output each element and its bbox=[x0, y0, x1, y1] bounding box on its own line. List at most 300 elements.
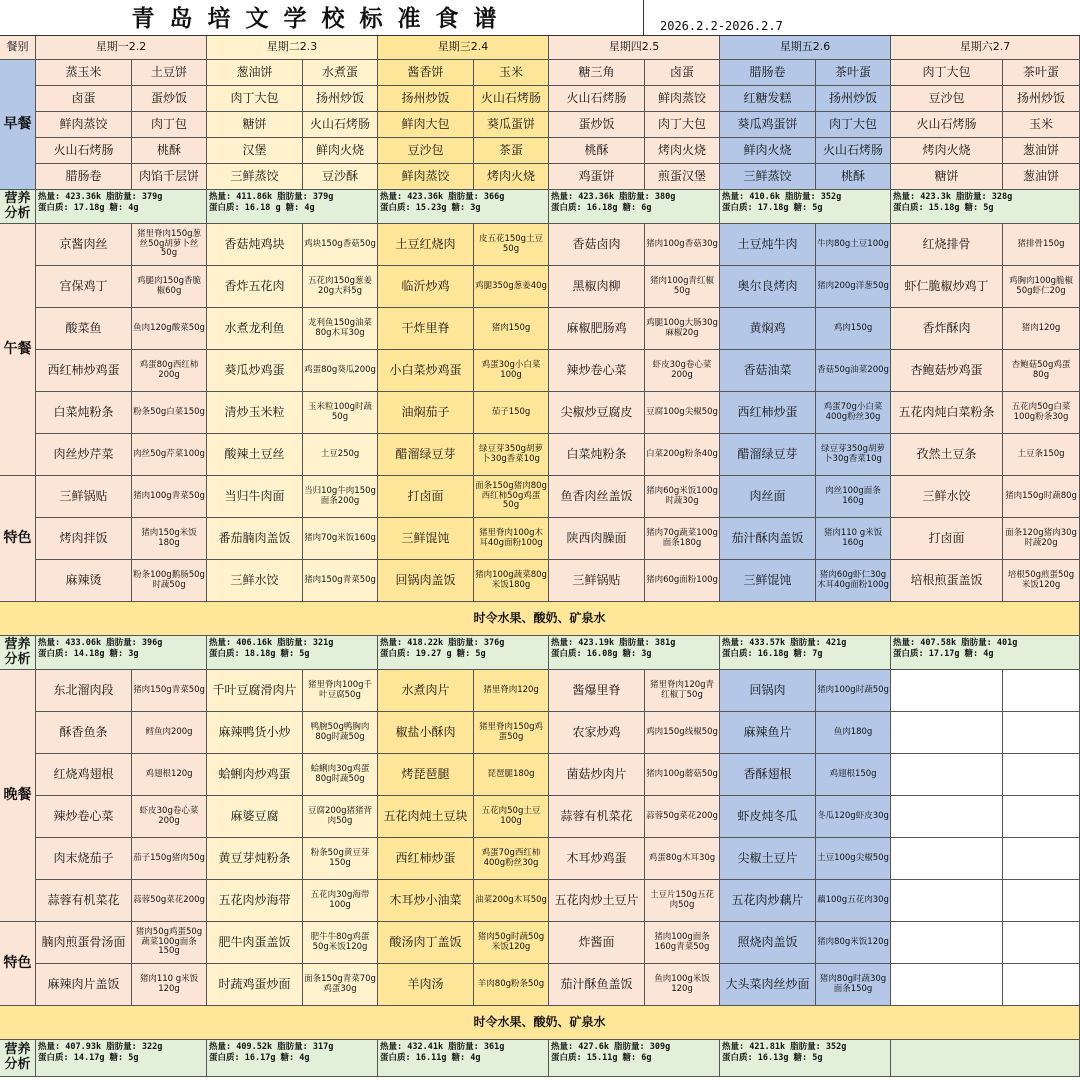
dinner-ingredients: 猪肉100g时蔬50g bbox=[816, 670, 891, 712]
lunch-special-dish: 茄汁酥肉盖饭 bbox=[720, 518, 816, 560]
day-header: 星期一2.2 bbox=[36, 36, 207, 60]
lunch-ingredients: 粉条50g白菜150g bbox=[132, 392, 207, 434]
lunch-dish: 油焖茄子 bbox=[378, 392, 474, 434]
lunch-special-dish: 打卤面 bbox=[891, 518, 1003, 560]
lunch-dish: 香炸五花肉 bbox=[207, 266, 303, 308]
lunch-special-ingredients: 面条120g猪肉30g时蔬20g bbox=[1003, 518, 1080, 560]
dinner-nutrition bbox=[36, 1040, 207, 1077]
breakfast-dish: 鲜肉火烧 bbox=[303, 138, 378, 164]
breakfast-dish: 火山石烤肠 bbox=[36, 138, 132, 164]
dinner-special-ingredients: 猪肉80g米饭120g bbox=[816, 922, 891, 964]
dinner-special-ingredients: 肥牛牛80g鸡蛋50g米饭120g bbox=[303, 922, 378, 964]
lunch-special-dish: 培根煎蛋盖饭 bbox=[891, 560, 1003, 602]
dinner-dish: 木耳炒小油菜 bbox=[378, 880, 474, 922]
nutrition-line: 蛋白质: 19.27 g 糖: 5g bbox=[380, 649, 486, 660]
lunch-special-dish: 番茄腩肉盖饭 bbox=[207, 518, 303, 560]
empty-cell bbox=[891, 838, 1003, 880]
lunch-dish: 香炸酥肉 bbox=[891, 308, 1003, 350]
dinner-ingredients: 五花肉50g土豆100g bbox=[474, 796, 549, 838]
dinner-dish: 五花肉炒海带 bbox=[207, 880, 303, 922]
breakfast-nutrition bbox=[36, 190, 207, 224]
dinner-ingredients: 猪里脊肉100g千叶豆腐50g bbox=[303, 670, 378, 712]
lunch-special-dish: 三鲜馄饨 bbox=[378, 518, 474, 560]
lunch-ingredients: 五花肉150g葱姜20g大料5g bbox=[303, 266, 378, 308]
dinner-ingredients: 粉条50g黄豆芽150g bbox=[303, 838, 378, 880]
breakfast-dish: 蛋炒饭 bbox=[132, 86, 207, 112]
lunch-ingredients: 鱼肉120g酸菜50g bbox=[132, 308, 207, 350]
lunch-special-dish: 肉丝面 bbox=[720, 476, 816, 518]
breakfast-nutrition bbox=[549, 190, 720, 224]
dinner-ingredients: 茄子150g猪肉50g bbox=[132, 838, 207, 880]
nutrition-line: 蛋白质: 17.18g 糖: 4g bbox=[38, 203, 139, 214]
breakfast-dish: 三鲜蒸饺 bbox=[720, 164, 816, 190]
breakfast-dish: 土豆饼 bbox=[132, 60, 207, 86]
nutrition-line: 蛋白质: 15.18g 糖: 5g bbox=[893, 203, 994, 214]
breakfast-dish: 玉米 bbox=[1003, 112, 1080, 138]
lunch-special-dish: 麻辣烫 bbox=[36, 560, 132, 602]
dinner-dish: 麻辣鸭货小炒 bbox=[207, 712, 303, 754]
menu-table bbox=[0, 36, 1080, 1083]
breakfast-nutrition bbox=[207, 190, 378, 224]
lunch-nutrition bbox=[549, 636, 720, 670]
lunch-ingredients: 牛肉80g土豆100g bbox=[816, 224, 891, 266]
dinner-dish: 酱爆里脊 bbox=[549, 670, 645, 712]
lunch-dish: 临沂炒鸡 bbox=[378, 266, 474, 308]
lunch-dish: 黄焖鸡 bbox=[720, 308, 816, 350]
lunch-special-dish: 当归牛肉面 bbox=[207, 476, 303, 518]
dinner-nutrition bbox=[720, 1040, 891, 1077]
dinner-ingredients: 蛤蜊肉30g鸡蛋80g时蔬50g bbox=[303, 754, 378, 796]
empty-cell bbox=[891, 670, 1003, 712]
breakfast-dish: 蛋炒饭 bbox=[549, 112, 645, 138]
lunch-ingredients: 皮五花150g土豆50g bbox=[474, 224, 549, 266]
lunch-special-ingredients: 猪肉60g虾仁30g木耳40g面粉100g bbox=[816, 560, 891, 602]
nutrition-line: 热量: 423.36k 脂肪量: 379g bbox=[38, 192, 163, 202]
breakfast-dish: 桃酥 bbox=[132, 138, 207, 164]
dinner-special-ingredients: 猪肉110 g米饭120g bbox=[132, 964, 207, 1006]
breakfast-dish: 桃酥 bbox=[549, 138, 645, 164]
dinner-special-dish: 炸酱面 bbox=[549, 922, 645, 964]
dinner-ingredients: 琵琶腿180g bbox=[474, 754, 549, 796]
dinner-nutrition bbox=[207, 1040, 378, 1077]
dinner-special-dish: 腩肉煎蛋骨汤面 bbox=[36, 922, 132, 964]
dinner-dish: 五花肉炒土豆片 bbox=[549, 880, 645, 922]
lunch-special-dish: 三鲜水饺 bbox=[891, 476, 1003, 518]
lunch-ingredients: 绿豆芽350g胡萝卜30g香菜10g bbox=[474, 434, 549, 476]
lunch-special-dish: 陕西肉臊面 bbox=[549, 518, 645, 560]
dinner-ingredients: 鸡蛋70g西红柿400g粉丝30g bbox=[474, 838, 549, 880]
dinner-ingredients: 土豆片150g五花肉50g bbox=[645, 880, 720, 922]
lunch-dish: 清炒玉米粒 bbox=[207, 392, 303, 434]
lunch-ingredients: 香菇50g油菜200g bbox=[816, 350, 891, 392]
empty-cell bbox=[891, 880, 1003, 922]
date-range: 2026.2.2-2026.2.7 bbox=[660, 19, 783, 33]
lunch-dish: 香菇卤肉 bbox=[549, 224, 645, 266]
dinner-ingredients: 鳕鱼肉200g bbox=[132, 712, 207, 754]
fruit-note: 时令水果、酸奶、矿泉水 bbox=[0, 1006, 1080, 1040]
header bbox=[0, 0, 1080, 36]
lunch-dish: 五花肉炖白菜粉条 bbox=[891, 392, 1003, 434]
breakfast-dish: 桃酥 bbox=[816, 164, 891, 190]
lunch-dish: 土豆炖牛肉 bbox=[720, 224, 816, 266]
lunch-special-ingredients: 猪肉60g米饭100g时蔬30g bbox=[645, 476, 720, 518]
lunch-ingredients: 鸡块150g香菇50g bbox=[303, 224, 378, 266]
lunch-special-ingredients: 猪肉100g蔬菜80g米饭180g bbox=[474, 560, 549, 602]
dinner-ingredients: 豆腐200g猪猪背肉50g bbox=[303, 796, 378, 838]
empty-cell bbox=[1003, 838, 1080, 880]
lunch-ingredients: 玉米粒100g时蔬50g bbox=[303, 392, 378, 434]
lunch-dish: 白菜炖粉条 bbox=[549, 434, 645, 476]
lunch-dish: 尖椒炒豆腐皮 bbox=[549, 392, 645, 434]
breakfast-dish: 茶叶蛋 bbox=[1003, 60, 1080, 86]
dinner-ingredients: 土豆100g尖椒50g bbox=[816, 838, 891, 880]
dinner-dish: 肉末烧茄子 bbox=[36, 838, 132, 880]
empty-cell bbox=[1003, 922, 1080, 964]
day-header: 星期五2.6 bbox=[720, 36, 891, 60]
dinner-ingredients: 冬瓜120g虾皮30g bbox=[816, 796, 891, 838]
nutrition-line: 蛋白质: 16.18g 糖: 6g bbox=[551, 203, 652, 214]
dinner-dish: 辣炒卷心菜 bbox=[36, 796, 132, 838]
nutrition-line: 蛋白质: 18.18g 糖: 5g bbox=[209, 649, 310, 660]
lunch-dish: 水煮龙利鱼 bbox=[207, 308, 303, 350]
empty-cell bbox=[1003, 712, 1080, 754]
lunch-ingredients: 猪里脊肉150g葱丝50g胡萝卜丝50g bbox=[132, 224, 207, 266]
dinner-dish: 东北溜肉段 bbox=[36, 670, 132, 712]
empty-cell bbox=[891, 796, 1003, 838]
breakfast-dish: 扬州炒饭 bbox=[378, 86, 474, 112]
dinner-special-ingredients: 猪肉80g时蔬30g面条150g bbox=[816, 964, 891, 1006]
dinner-special-dish: 肥牛肉蛋盖饭 bbox=[207, 922, 303, 964]
lunch-nutrition bbox=[891, 636, 1080, 670]
lunch-nutrition bbox=[36, 636, 207, 670]
breakfast-dish: 煎蛋汉堡 bbox=[645, 164, 720, 190]
nutrition-line: 热量: 406.16k 脂肪量: 321g bbox=[209, 638, 334, 648]
dinner-special-dish: 时蔬鸡蛋炒面 bbox=[207, 964, 303, 1006]
lunch-dish: 西红柿炒蛋 bbox=[720, 392, 816, 434]
lunch-dish: 干炸里脊 bbox=[378, 308, 474, 350]
nutrition-line: 蛋白质: 17.18g 糖: 5g bbox=[722, 203, 823, 214]
breakfast-dish: 火山石烤肠 bbox=[816, 138, 891, 164]
dinner-dish: 黄豆芽炖粉条 bbox=[207, 838, 303, 880]
lunch-ingredients: 绿豆芽350g胡萝卜30g香菜10g bbox=[816, 434, 891, 476]
lunch-ingredients: 鸡腿350g葱姜40g bbox=[474, 266, 549, 308]
dinner-ingredients: 鸭腕50g鸭胸肉80g时蔬50g bbox=[303, 712, 378, 754]
lunch-ingredients: 鸡蛋80g西红柿200g bbox=[132, 350, 207, 392]
lunch-special-ingredients: 猪肉100g青菜50g bbox=[132, 476, 207, 518]
lunch-dish: 虾仁脆椒炒鸡丁 bbox=[891, 266, 1003, 308]
lunch-dish: 辣炒卷心菜 bbox=[549, 350, 645, 392]
dinner-dish: 烤琵琶腿 bbox=[378, 754, 474, 796]
lunch-label: 午餐 bbox=[0, 224, 36, 476]
breakfast-dish: 扬州炒饭 bbox=[303, 86, 378, 112]
lunch-ingredients: 鸡蛋80g葵瓜200g bbox=[303, 350, 378, 392]
nutrition-line: 热量: 407.58k 脂肪量: 401g bbox=[893, 638, 1018, 648]
lunch-ingredients: 猪肉100g青红椒50g bbox=[645, 266, 720, 308]
dinner-special-label: 特色 bbox=[0, 922, 36, 1006]
dinner-dish: 五花肉炖土豆块 bbox=[378, 796, 474, 838]
lunch-dish: 酸辣土豆丝 bbox=[207, 434, 303, 476]
lunch-ingredients: 鸡胸肉100g脆椒50g虾仁20g bbox=[1003, 266, 1080, 308]
lunch-special-dish: 打卤面 bbox=[378, 476, 474, 518]
breakfast-dish: 肉丁大包 bbox=[207, 86, 303, 112]
breakfast-dish: 糖三角 bbox=[549, 60, 645, 86]
dinner-dish: 菌菇炒肉片 bbox=[549, 754, 645, 796]
lunch-ingredients: 虾皮30g卷心菜200g bbox=[645, 350, 720, 392]
nutrition-line: 热量: 410.6k 脂肪量: 352g bbox=[722, 192, 842, 202]
breakfast-dish: 玉米 bbox=[474, 60, 549, 86]
lunch-nutrition bbox=[378, 636, 549, 670]
lunch-dish: 杏鲍菇炒鸡蛋 bbox=[891, 350, 1003, 392]
breakfast-label: 早餐 bbox=[0, 60, 36, 190]
lunch-dish: 香菇油菜 bbox=[720, 350, 816, 392]
breakfast-dish: 葵瓜蛋饼 bbox=[474, 112, 549, 138]
breakfast-dish: 酱香饼 bbox=[378, 60, 474, 86]
breakfast-dish: 葱油饼 bbox=[207, 60, 303, 86]
page-title: 青岛培文学校标准食谱 bbox=[0, 0, 644, 36]
dinner-special-dish: 羊肉汤 bbox=[378, 964, 474, 1006]
lunch-special-ingredients: 粉条100g鹅肠50g时蔬50g bbox=[132, 560, 207, 602]
nutrition-line: 热量: 427.6k 脂肪量: 309g bbox=[551, 1042, 671, 1052]
dinner-special-ingredients: 猪肉50g时蔬50g米饭120g bbox=[474, 922, 549, 964]
nutrition-line: 热量: 432.41k 脂肪量: 361g bbox=[380, 1042, 505, 1052]
lunch-dish: 孜然土豆条 bbox=[891, 434, 1003, 476]
lunch-ingredients: 鸡肉150g bbox=[816, 308, 891, 350]
lunch-dish: 醋溜绿豆芽 bbox=[720, 434, 816, 476]
dinner-ingredients: 猪里脊肉120g青红椒丁50g bbox=[645, 670, 720, 712]
nutrition-line: 蛋白质: 14.17g 糖: 5g bbox=[38, 1053, 139, 1064]
lunch-dish: 黑椒肉柳 bbox=[549, 266, 645, 308]
dinner-dish: 蒜蓉有机菜花 bbox=[549, 796, 645, 838]
nutrition-label: 营养分析 bbox=[0, 190, 36, 224]
lunch-special-dish: 回锅肉盖饭 bbox=[378, 560, 474, 602]
dinner-ingredients: 鸡蛋80g木耳30g bbox=[645, 838, 720, 880]
breakfast-dish: 腊肠卷 bbox=[720, 60, 816, 86]
nutrition-line: 热量: 409.52k 脂肪量: 317g bbox=[209, 1042, 334, 1052]
lunch-ingredients: 豆腐100g尖椒50g bbox=[645, 392, 720, 434]
day-header: 星期三2.4 bbox=[378, 36, 549, 60]
lunch-dish: 白菜炖粉条 bbox=[36, 392, 132, 434]
breakfast-dish: 茶叶蛋 bbox=[816, 60, 891, 86]
lunch-ingredients: 鸡腿肉150g香脆椒60g bbox=[132, 266, 207, 308]
dinner-ingredients: 猪里脊肉150g鸡蛋50g bbox=[474, 712, 549, 754]
dinner-ingredients: 鸡翅根120g bbox=[132, 754, 207, 796]
empty-cell bbox=[891, 712, 1003, 754]
lunch-special-ingredients: 猪肉60g面粉100g bbox=[645, 560, 720, 602]
day-header: 星期六2.7 bbox=[891, 36, 1080, 60]
breakfast-dish: 葱油饼 bbox=[1003, 164, 1080, 190]
breakfast-dish: 茶蛋 bbox=[474, 138, 549, 164]
breakfast-dish: 葵瓜鸡蛋饼 bbox=[720, 112, 816, 138]
breakfast-dish: 肉丁包 bbox=[132, 112, 207, 138]
dinner-ingredients: 鸡翅根150g bbox=[816, 754, 891, 796]
lunch-dish: 小白菜炒鸡蛋 bbox=[378, 350, 474, 392]
lunch-special-ingredients: 培根50g煎蛋50g米饭120g bbox=[1003, 560, 1080, 602]
lunch-ingredients: 猪排骨150g bbox=[1003, 224, 1080, 266]
dinner-nutrition bbox=[378, 1040, 549, 1077]
breakfast-dish: 豆沙包 bbox=[378, 138, 474, 164]
dinner-ingredients: 鱼肉180g bbox=[816, 712, 891, 754]
dinner-dish: 农家炒鸡 bbox=[549, 712, 645, 754]
dinner-special-dish: 茄汁酥鱼盖饭 bbox=[549, 964, 645, 1006]
lunch-ingredients: 鸡蛋30g小白菜100g bbox=[474, 350, 549, 392]
dinner-dish: 麻婆豆腐 bbox=[207, 796, 303, 838]
nutrition-line: 热量: 407.93k 脂肪量: 322g bbox=[38, 1042, 163, 1052]
lunch-ingredients: 五花肉50g白菜100g粉条30g bbox=[1003, 392, 1080, 434]
lunch-special-ingredients: 面条150g猪肉80g西红柿50g鸡蛋50g bbox=[474, 476, 549, 518]
breakfast-dish: 鲜肉蒸饺 bbox=[645, 86, 720, 112]
empty-cell bbox=[1003, 880, 1080, 922]
dinner-ingredients: 五花肉30g海带100g bbox=[303, 880, 378, 922]
dinner-nutrition bbox=[549, 1040, 720, 1077]
breakfast-dish: 鲜肉火烧 bbox=[720, 138, 816, 164]
empty-cell bbox=[891, 754, 1003, 796]
nutrition-line: 热量: 423.19k 脂肪量: 381g bbox=[551, 638, 676, 648]
dinner-nutrition bbox=[891, 1040, 1080, 1077]
dinner-special-dish: 大头菜肉丝炒面 bbox=[720, 964, 816, 1006]
breakfast-dish: 鸡蛋饼 bbox=[549, 164, 645, 190]
nutrition-line: 蛋白质: 16.08g 糖: 3g bbox=[551, 649, 652, 660]
breakfast-dish: 水煮蛋 bbox=[303, 60, 378, 86]
dinner-dish: 蒜蓉有机菜花 bbox=[36, 880, 132, 922]
dinner-special-ingredients: 猪肉50g鸡蛋50g蔬菜100g面条150g bbox=[132, 922, 207, 964]
breakfast-dish: 豆沙酥 bbox=[303, 164, 378, 190]
lunch-ingredients: 杏鲍菇50g鸡蛋80g bbox=[1003, 350, 1080, 392]
breakfast-dish: 腊肠卷 bbox=[36, 164, 132, 190]
dinner-special-ingredients: 面条150g青菜70g鸡蛋30g bbox=[303, 964, 378, 1006]
dinner-ingredients: 猪里脊肉120g bbox=[474, 670, 549, 712]
breakfast-nutrition bbox=[378, 190, 549, 224]
dinner-special-dish: 照烧肉盖饭 bbox=[720, 922, 816, 964]
dinner-dish: 蛤蜊肉炒鸡蛋 bbox=[207, 754, 303, 796]
lunch-special-ingredients: 猪肉150g米饭180g bbox=[132, 518, 207, 560]
dinner-dish: 酥香鱼条 bbox=[36, 712, 132, 754]
lunch-dish: 京酱肉丝 bbox=[36, 224, 132, 266]
dinner-ingredients: 蒜蓉50g菜花200g bbox=[645, 796, 720, 838]
lunch-special-dish: 三鲜锅贴 bbox=[549, 560, 645, 602]
lunch-special-dish: 三鲜水饺 bbox=[207, 560, 303, 602]
lunch-dish: 肉丝炒芹菜 bbox=[36, 434, 132, 476]
dinner-dish: 椒盐小酥肉 bbox=[378, 712, 474, 754]
lunch-dish: 香菇炖鸡块 bbox=[207, 224, 303, 266]
lunch-ingredients: 鸡腿100g大肠30g麻椒20g bbox=[645, 308, 720, 350]
breakfast-nutrition bbox=[720, 190, 891, 224]
breakfast-dish: 卤蛋 bbox=[36, 86, 132, 112]
nutrition-line: 蛋白质: 15.11g 糖: 6g bbox=[551, 1053, 652, 1064]
nutrition-line: 蛋白质: 15.23g 糖: 3g bbox=[380, 203, 481, 214]
lunch-dish: 葵瓜炒鸡蛋 bbox=[207, 350, 303, 392]
lunch-nutrition bbox=[720, 636, 891, 670]
nutrition-line: 热量: 418.22k 脂肪量: 376g bbox=[380, 638, 505, 648]
empty-cell bbox=[891, 922, 1003, 964]
lunch-special-dish: 鱼香肉丝盖饭 bbox=[549, 476, 645, 518]
lunch-ingredients: 猪肉120g bbox=[1003, 308, 1080, 350]
nutrition-line: 热量: 411.86k 脂肪量: 379g bbox=[209, 192, 334, 202]
dinner-ingredients: 虾皮30g卷心菜200g bbox=[132, 796, 207, 838]
day-header: 星期二2.3 bbox=[207, 36, 378, 60]
breakfast-dish: 烤肉火烧 bbox=[891, 138, 1003, 164]
nutrition-line: 蛋白质: 17.17g 糖: 4g bbox=[893, 649, 994, 660]
lunch-special-dish: 烤肉拌饭 bbox=[36, 518, 132, 560]
nutrition-line: 热量: 423.3k 脂肪量: 328g bbox=[893, 192, 1013, 202]
breakfast-dish: 肉丁大包 bbox=[816, 112, 891, 138]
lunch-special-ingredients: 当归10g牛肉150g面条200g bbox=[303, 476, 378, 518]
dinner-special-ingredients: 羊肉80g粉条50g bbox=[474, 964, 549, 1006]
nutrition-line: 热量: 433.06k 脂肪量: 396g bbox=[38, 638, 163, 648]
breakfast-nutrition bbox=[891, 190, 1080, 224]
empty-cell bbox=[1003, 754, 1080, 796]
lunch-special-ingredients: 猪肉70g蔬菜100g面条180g bbox=[645, 518, 720, 560]
lunch-dish: 西红柿炒鸡蛋 bbox=[36, 350, 132, 392]
dinner-dish: 尖椒土豆片 bbox=[720, 838, 816, 880]
lunch-dish: 酸菜鱼 bbox=[36, 308, 132, 350]
empty-cell bbox=[891, 964, 1003, 1006]
breakfast-dish: 豆沙包 bbox=[891, 86, 1003, 112]
dinner-dish: 西红柿炒蛋 bbox=[378, 838, 474, 880]
breakfast-dish: 蒸玉米 bbox=[36, 60, 132, 86]
dinner-dish: 麻辣鱼片 bbox=[720, 712, 816, 754]
lunch-special-dish: 三鲜锅贴 bbox=[36, 476, 132, 518]
nutrition-line: 蛋白质: 16.11g 糖: 4g bbox=[380, 1053, 481, 1064]
breakfast-dish: 汉堡 bbox=[207, 138, 303, 164]
breakfast-dish: 火山石烤肠 bbox=[549, 86, 645, 112]
lunch-special-ingredients: 猪肉110 g米饭160g bbox=[816, 518, 891, 560]
breakfast-dish: 烤肉火烧 bbox=[474, 164, 549, 190]
lunch-dish: 红烧排骨 bbox=[891, 224, 1003, 266]
nutrition-line: 热量: 423.36k 脂肪量: 380g bbox=[551, 192, 676, 202]
lunch-dish: 奥尔良烤肉 bbox=[720, 266, 816, 308]
lunch-special-ingredients: 猪肉150g青菜50g bbox=[303, 560, 378, 602]
breakfast-dish: 扬州炒饭 bbox=[816, 86, 891, 112]
dinner-ingredients: 猪肉100g蘑菇50g bbox=[645, 754, 720, 796]
breakfast-dish: 火山石烤肠 bbox=[891, 112, 1003, 138]
dinner-special-dish: 酸汤肉丁盖饭 bbox=[378, 922, 474, 964]
lunch-ingredients: 肉丝50g芹菜100g bbox=[132, 434, 207, 476]
lunch-ingredients: 猪肉200g洋葱50g bbox=[816, 266, 891, 308]
lunch-special-ingredients: 猪里脊肉100g木耳40g面粉100g bbox=[474, 518, 549, 560]
lunch-special-ingredients: 肉丝100g面条160g bbox=[816, 476, 891, 518]
breakfast-dish: 肉馅千层饼 bbox=[132, 164, 207, 190]
empty-cell bbox=[1003, 964, 1080, 1006]
breakfast-dish: 烤肉火烧 bbox=[645, 138, 720, 164]
nutrition-line: 热量: 433.57k 脂肪量: 421g bbox=[722, 638, 847, 648]
dinner-dish: 红烧鸡翅根 bbox=[36, 754, 132, 796]
lunch-dish: 宫保鸡丁 bbox=[36, 266, 132, 308]
dinner-special-ingredients: 猪肉100g面条160g青菜50g bbox=[645, 922, 720, 964]
dinner-ingredients: 蒜蓉50g菜花200g bbox=[132, 880, 207, 922]
dinner-dish: 回锅肉 bbox=[720, 670, 816, 712]
breakfast-dish: 红糖发糕 bbox=[720, 86, 816, 112]
lunch-ingredients: 鸡蛋70g小白菜400g粉丝30g bbox=[816, 392, 891, 434]
breakfast-dish: 糖饼 bbox=[891, 164, 1003, 190]
breakfast-dish: 三鲜蒸饺 bbox=[207, 164, 303, 190]
dinner-ingredients: 猪肉150g青菜50g bbox=[132, 670, 207, 712]
empty-cell bbox=[1003, 796, 1080, 838]
breakfast-dish: 卤蛋 bbox=[645, 60, 720, 86]
lunch-ingredients: 土豆条150g bbox=[1003, 434, 1080, 476]
lunch-ingredients: 土豆250g bbox=[303, 434, 378, 476]
dinner-dish: 千叶豆腐滑肉片 bbox=[207, 670, 303, 712]
lunch-ingredients: 白菜200g粉条40g bbox=[645, 434, 720, 476]
dinner-special-dish: 麻辣肉片盖饭 bbox=[36, 964, 132, 1006]
dinner-label: 晚餐 bbox=[0, 670, 36, 922]
breakfast-dish: 火山石烤肠 bbox=[474, 86, 549, 112]
breakfast-dish: 鲜肉蒸饺 bbox=[36, 112, 132, 138]
nutrition-label: 营养分析 bbox=[0, 636, 36, 670]
dinner-dish: 木耳炒鸡蛋 bbox=[549, 838, 645, 880]
meal-column-header: 餐别 bbox=[0, 36, 36, 60]
lunch-dish: 土豆红烧肉 bbox=[378, 224, 474, 266]
lunch-ingredients: 猪肉100g香菇30g bbox=[645, 224, 720, 266]
